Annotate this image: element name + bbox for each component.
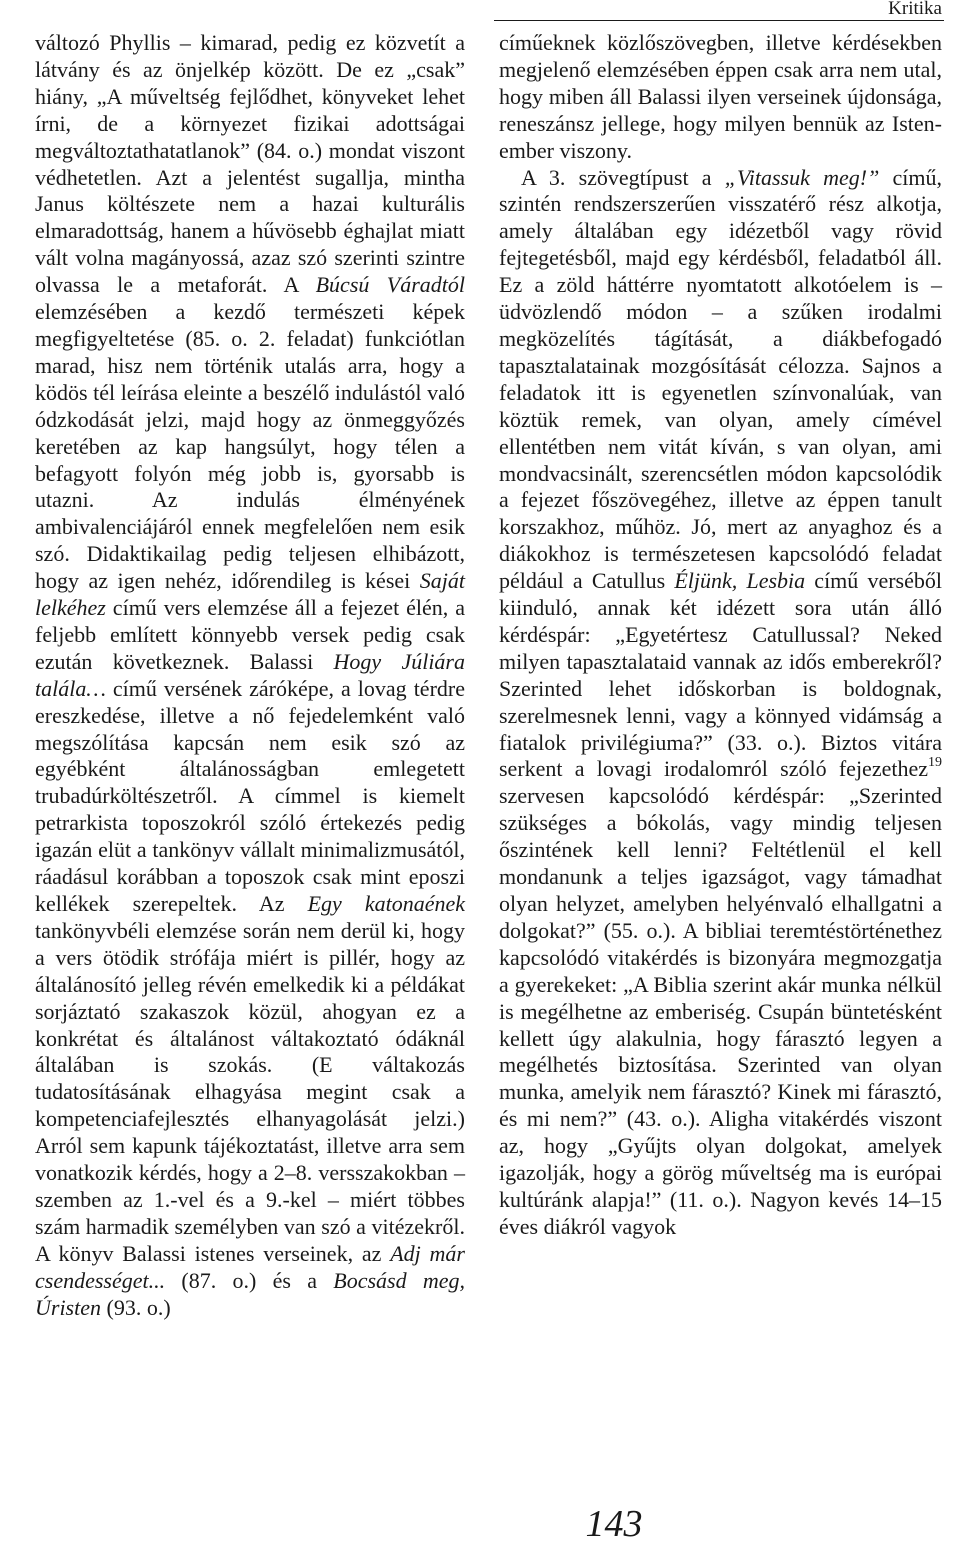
right-column xyxy=(499,30,942,1241)
right-paragraph xyxy=(499,165,942,1241)
text-run: (93. o.) xyxy=(101,1294,171,1320)
work-title: Hogy Júliára talála… xyxy=(35,648,465,701)
header-rule xyxy=(494,20,944,21)
work-title: Éljünk, Lesbia xyxy=(674,568,806,594)
text-run: (87. o.) és a xyxy=(165,1267,334,1293)
right-paragraph-continued xyxy=(499,30,942,165)
work-title: Búcsú Váradtól xyxy=(315,272,465,298)
work-title: Saját lelkéhez xyxy=(35,568,465,621)
text-run: A 3. szövegtípust a xyxy=(521,164,725,190)
left-column xyxy=(35,30,465,1322)
section-label: Kritika xyxy=(888,0,942,19)
left-paragraph xyxy=(35,30,465,1322)
text-run: című, szintén rendszerszerűen visszatérő rész alkotja, amely általában egy idézetből vagy rövid fejtegetésből, majd egy kérdésből, feladatból áll. Ez a zöld háttérre nyomtatott alkotóelem is – üdvözlendő módon – a szűken irodalmi megközelítés tágítását, a diákbefogadó tapasztalatainak mozgósítását célozza. Sajnos a feladatok itt is egyenetlen színvonalúak, van köztük remek, van olyan, amely címével ellentétben nem vitát kíván, s van olyan, ami mondvacsinált, szerencsétlen módon kapcsolódik a fejezet főszövegéhez, illetve az éppen tanult korszakhoz, műhöz. Jó, mert az anyaghoz és a diákokhoz is természetesen kapcsolódó feladat például a Catullus xyxy=(499,164,942,594)
section-title: „Vitassuk meg!” xyxy=(724,164,880,190)
text-run: elemzésében a kezdő természeti képek megfigyeltetése (85. o. 2. feladat) funkciótlan marad, hisz nem történik utalás arra, hogy a ködös tél leírása eleinte a beszélő indulástól való ódzkodását jelzi, majd hogy az önmeggyőzés keretében az kap hangsúlyt, hogy télen a befagyott folyón még jobb is, gyorsabb is utazni. Az indulás élményének ambivalenciájáról ennek megfelelően nem esik szó. Didaktikailag pedig teljesen elhibázott, hogy az igen nehéz, időrendileg is kései xyxy=(35,299,465,594)
text-run: című verséből kiinduló, annak két idézett sora után álló kérdéspár: „Egyetértesz Catullussal? Neked milyen tapasztalataid vannak az idős emberekről? Szerinted lehet időskorban is boldognak, szerelmesnek lenni, vagy a könnyed vidámság a fiatalok privilégiuma?” (33. o.). Biztos vitára serkent a lovagi irodalomról szóló fejezethez xyxy=(499,568,942,782)
footnote-marker: 19 xyxy=(928,755,942,771)
text-run: című versének záróképe, a lovag térdre ereszkedése, illetve a nő fejedelemként való megszólítása kapcsán nem esik szó az egyébként általánosságban emlegetett trubadúrköltészetről. A címmel is kiemelt petrarkista toposzokról szóló értekezés pedig igazán elüt a tankönyv vállalt minimalizmusától, ráadásul korábban a toposzok csak mint eposzi kellékek szerepeltek. Az xyxy=(35,675,465,916)
text-run: változó Phyllis – kimarad, pedig ez közvetít a látvány és az önjelkép között. De ez „csak” hiány, „A műveltség fejlődhet, könyveket lehet írni, de a környezet fizikai adottságai megváltoztathatatlanok” (84. o.) mondat viszont védhetetlen. Azt a jelentést sugallja, mintha Janus költészete nem a hazai kulturális elmaradottság, hanem a hűvösebb éghajlat miatt vált volna magányossá, azaz szó szerinti szintre olvassa le a metaforát. A xyxy=(35,30,465,298)
work-title: Egy katonaének xyxy=(307,891,465,916)
text-run: címűeknek közlőszövegben, illetve kérdésekben megjelenő elemzésében éppen csak arra nem utal, hogy miben áll Balassi ilyen verseinek újdonsága, reneszánsz jellege, hogy milyen bennük az Isten-ember viszony. xyxy=(499,30,942,163)
work-title: Adj már csendességet... xyxy=(35,1240,465,1293)
text-run: szervesen kapcsolódó kérdéspár: „Szerinted szükséges a bókolás, vagy mindig teljesen őszintének kell lenni? Feltétlenül el kell mondanunk a teljes igazságot, vagy támadhat olyan helyzet, amelyben helyénvaló elhallgatni a dolgokat?” (55. o.). A bibliai teremtéstörténethez kapcsolódó vitakérdés is bizonyára megmozgatja a gyerekeket: „A Biblia szerint akár munka nélkül is megélhetne az emberiség. Csupán büntetésként kellett úgy alakulnia, hogy fárasztó legyen a megélhetés biztosítása. Szerinted van olyan munka, amelyik nem fárasztó? Kinek mi fárasztó, és mi nem?” (43. o.). Aligha vitakérdés viszont az, hogy „Gyűjts olyan dolgokat, amelyek igazolják, hogy a görög műveltség ma is európai kultúránk alapja!” (11. o.). Nagyon kevés 14–15 éves diákról vagyok xyxy=(499,783,942,1239)
text-run: tankönyvbéli elemzése során nem derül ki, hogy a vers ötödik strófája miért is pillér, hogy az általánosító jelleg révén emelkedik ki a példákat sorjáztató szakaszok közül, ahogyan ez a konkrétat és általánost váltakoztató ódáknál általában is szokás. (E váltakozás tudatosításának elhagyása megint csak a kompetenciafejlesztés elhanyagolását jelzi.) Arról sem kapunk tájékoztatást, illetve arra sem vonatkozik kérdés, hogy a 2–8. versszakokban – szemben az 1.-vel és a 9.-kel – miért többes szám harmadik személyben van szó a vitézekről. A könyv Balassi istenes verseinek, az xyxy=(35,917,465,1266)
page-number: 143 xyxy=(585,1503,643,1545)
text-run: című vers elemzése áll a fejezet élén, a feljebb említett könnyebb versek pedig csak ezután következnek. Balassi xyxy=(35,595,465,674)
work-title: Bocsásd meg, Úristen xyxy=(35,1267,466,1320)
